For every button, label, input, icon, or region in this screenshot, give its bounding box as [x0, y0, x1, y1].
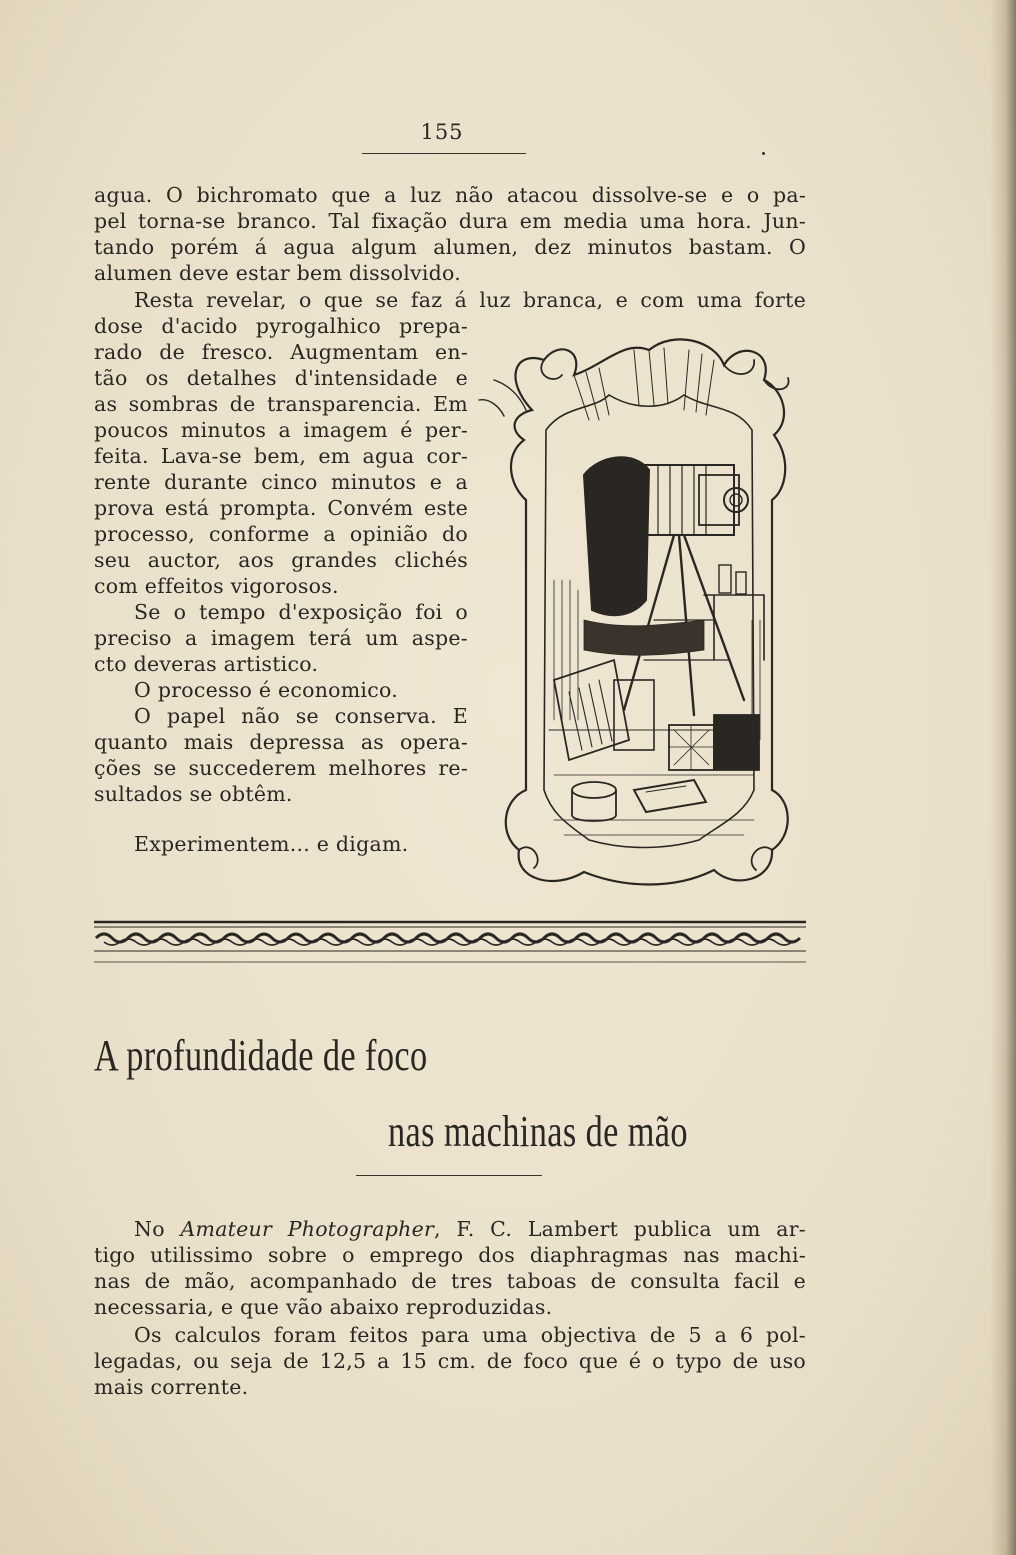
page-number: 155 — [420, 120, 464, 144]
text-line: rado de fresco. Augmentam en- — [94, 340, 468, 364]
publication-name: Amateur Photographer — [180, 1217, 435, 1241]
closing-line: Experimentem... e digam. — [134, 832, 409, 856]
intro-rest: , F. C. Lambert publica um ar- — [434, 1217, 806, 1241]
text-line: O papel não se conserva. E — [134, 704, 468, 728]
text-line: rente durante cinco minutos e a — [94, 470, 468, 494]
article-title-line-2: nas machinas de mão — [388, 1107, 688, 1156]
text-line: agua. O bichromato que a luz não atacou dissolve-se e o pa- — [94, 183, 806, 207]
text-line: ções se succederem melhores re- — [94, 756, 468, 780]
text-line: mais corrente. — [94, 1375, 249, 1399]
text-line: seu auctor, aos grandes clichés — [94, 548, 468, 572]
text-line: O processo é economico. — [134, 678, 398, 702]
text-line: necessaria, e que vão abaixo reproduzidas. — [94, 1295, 553, 1319]
text-line: tão os detalhes d'intensidade e — [94, 366, 468, 390]
title-rule — [356, 1175, 542, 1176]
camera-engraving-illustration — [474, 320, 804, 900]
text-line: dose d'acido pyrogalhico prepa- — [94, 314, 468, 338]
text-line: pel torna-se branco. Tal fixação dura em media uma hora. Jun- — [94, 209, 806, 233]
text-line: Se o tempo d'exposição foi o — [134, 600, 468, 624]
intro-prefix: No — [134, 1217, 181, 1241]
text-line: prova está prompta. Convém este — [94, 496, 468, 520]
text-line: Resta revelar, o que se faz á luz branca, e com uma forte — [134, 288, 806, 312]
article-title-line-1: A profundidade de foco — [94, 1031, 428, 1080]
text-line: cto deveras artistico. — [94, 652, 319, 676]
text-line: tando porém á agua algum alumen, dez minutos bastam. O — [94, 235, 806, 259]
text-line: preciso a imagem terá um aspe- — [94, 626, 468, 650]
header-rule — [362, 153, 526, 154]
text-line: Os calculos foram feitos para uma objectiva de 5 a 6 pol- — [134, 1323, 806, 1347]
text-line: com effeitos vigorosos. — [94, 574, 339, 598]
text-line: nas de mão, acompanhado de tres taboas de consulta facil e — [94, 1269, 806, 1293]
text-line: tigo utilissimo sobre o emprego dos diaphragmas nas machi- — [94, 1243, 806, 1267]
text-line: alumen deve estar bem dissolvido. — [94, 261, 462, 285]
text-line: sultados se obtêm. — [94, 782, 293, 806]
page-gutter-shadow — [990, 0, 1016, 1555]
ornamental-divider — [94, 918, 806, 966]
text-line: legadas, ou seja de 12,5 a 15 cm. de foco que é o typo de uso — [94, 1349, 806, 1373]
article-intro-line — [94, 1217, 806, 1242]
text-line: as sombras de transparencia. Em — [94, 392, 468, 416]
text-line: processo, conforme a opinião do — [94, 522, 468, 546]
text-line: poucos minutos a imagem é per- — [94, 418, 468, 442]
text-line: feita. Lava-se bem, em agua cor- — [94, 444, 468, 468]
header-dot — [762, 152, 765, 155]
text-line: quanto mais depressa as opera- — [94, 730, 468, 754]
